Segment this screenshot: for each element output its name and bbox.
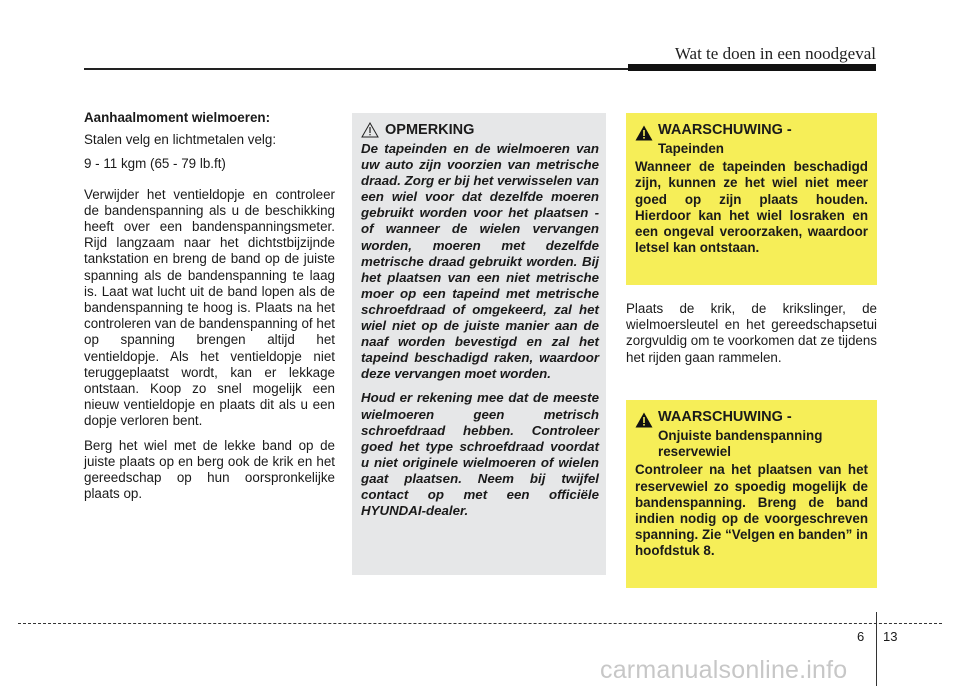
warning-title: WAARSCHUWING - — [658, 409, 792, 425]
rim-type-line: Stalen velg en lichtmetalen velg: — [84, 132, 277, 148]
footer-dashed-rule — [18, 623, 942, 624]
left-column — [84, 110, 335, 510]
note-title: OPMERKING — [385, 122, 475, 138]
warning-title: WAARSCHUWING - — [658, 122, 792, 138]
note-header — [361, 122, 599, 138]
warning-subtitle: Onjuiste bandenspanning reservewiel — [658, 428, 823, 460]
warning-body: Wanneer de tapeinden beschadigd zijn, kunnen ze het wiel niet meer goed op zijn plaats houden. Hierdoor kan het wiel losraken en een ongeval veroorzaken, waardoor letsel kan ontstaan. — [635, 159, 868, 256]
warning-box-pressure — [626, 400, 877, 588]
warning-triangle-icon — [635, 412, 653, 428]
warning-triangle-icon — [635, 125, 653, 141]
warning-box-tapeinden — [626, 113, 877, 285]
tire-pressure-paragraph: Verwijder het ventieldopje en controleer de bandenspanning als u de beschikking heeft over een bandenspanningsmeter. Rijd langzaam naar het dichtstbijzijnde tankstation en breng de band op de juiste spanning als de bandenspanning te laag is. Laat wat lucht uit de band lopen als de bandenspanning te hoog is. Plaats na het controleren van de bandenspanning of het op spanning brengen altijd het ventieldopje. Als het ventieldopje niet teruggeplaatst wordt, kan er lekkage ontstaan. Koop zo snel mogelijk een nieuw ventieldopje en plaats dit als u een dopje verloren bent. — [84, 186, 335, 429]
warning-header — [635, 122, 868, 141]
warning-header — [635, 409, 868, 428]
footer-divider — [876, 612, 877, 686]
page-header-title: Wat te doen in een noodgeval — [674, 44, 876, 63]
chapter-number: 6 — [857, 629, 865, 644]
storage-paragraph: Berg het wiel met de lekke band op de juiste plaats op en berg ook de krik en het gereedschap op hun oorspronkelijke plaats op. — [84, 437, 335, 502]
stowage-paragraph: Plaats de krik, de krikslinger, de wielmoersleutel en het gereedschapsetui zorgvuldig om te voorkomen dat ze tijdens het rijden gaan rammelen. — [626, 301, 877, 365]
warning-body: Controleer na het plaatsen van het reservewiel zo spoedig mogelijk de bandenspanning. Breng de band indien nodig op de voorgeschreven spanning. Zie “Velgen en banden” in hoofdstuk 8. — [635, 462, 868, 559]
watermark: carmanualsonline.info — [600, 656, 848, 684]
note-box — [352, 113, 606, 575]
warning-subtitle: Tapeinden — [658, 141, 724, 156]
page-number: 13 — [883, 629, 898, 644]
note-paragraph-1: De tapeinden en de wielmoeren van uw auto zijn voorzien van metrische draad. Zorg er bij het verwisselen van een wiel voor dat dezelfde moeren gebruikt worden voor het plaatsen - of wanneer de wielen vervangen worden, moeren met dezelfde metrische draad gebruikt worden. Bij het plaatsen van een niet metrische moer op een tapeind met metrische schroefdraad of omgekeerd, zal het wiel niet op de juiste manier aan de naaf worden bevestigd en zal het tapeind beschadigd raken, waardoor deze vervangen moet worden. — [361, 141, 599, 382]
header-accent-bar — [628, 64, 876, 71]
note-paragraph-2: Houd er rekening mee dat de meeste wielmoeren geen metrisch schroefdraad hebben. Controleer goed het type schroefdraad voordat u niet originele wielmoeren of wielen gaat plaatsen. Neem bij twijfel contact op met een officiële HYUNDAI-dealer. — [361, 390, 599, 519]
torque-heading: Aanhaalmoment wielmoeren: — [84, 110, 271, 125]
caution-outline-icon — [361, 122, 379, 138]
torque-value-line: 9 - 11 kgm (65 - 79 lb.ft) — [84, 156, 226, 172]
